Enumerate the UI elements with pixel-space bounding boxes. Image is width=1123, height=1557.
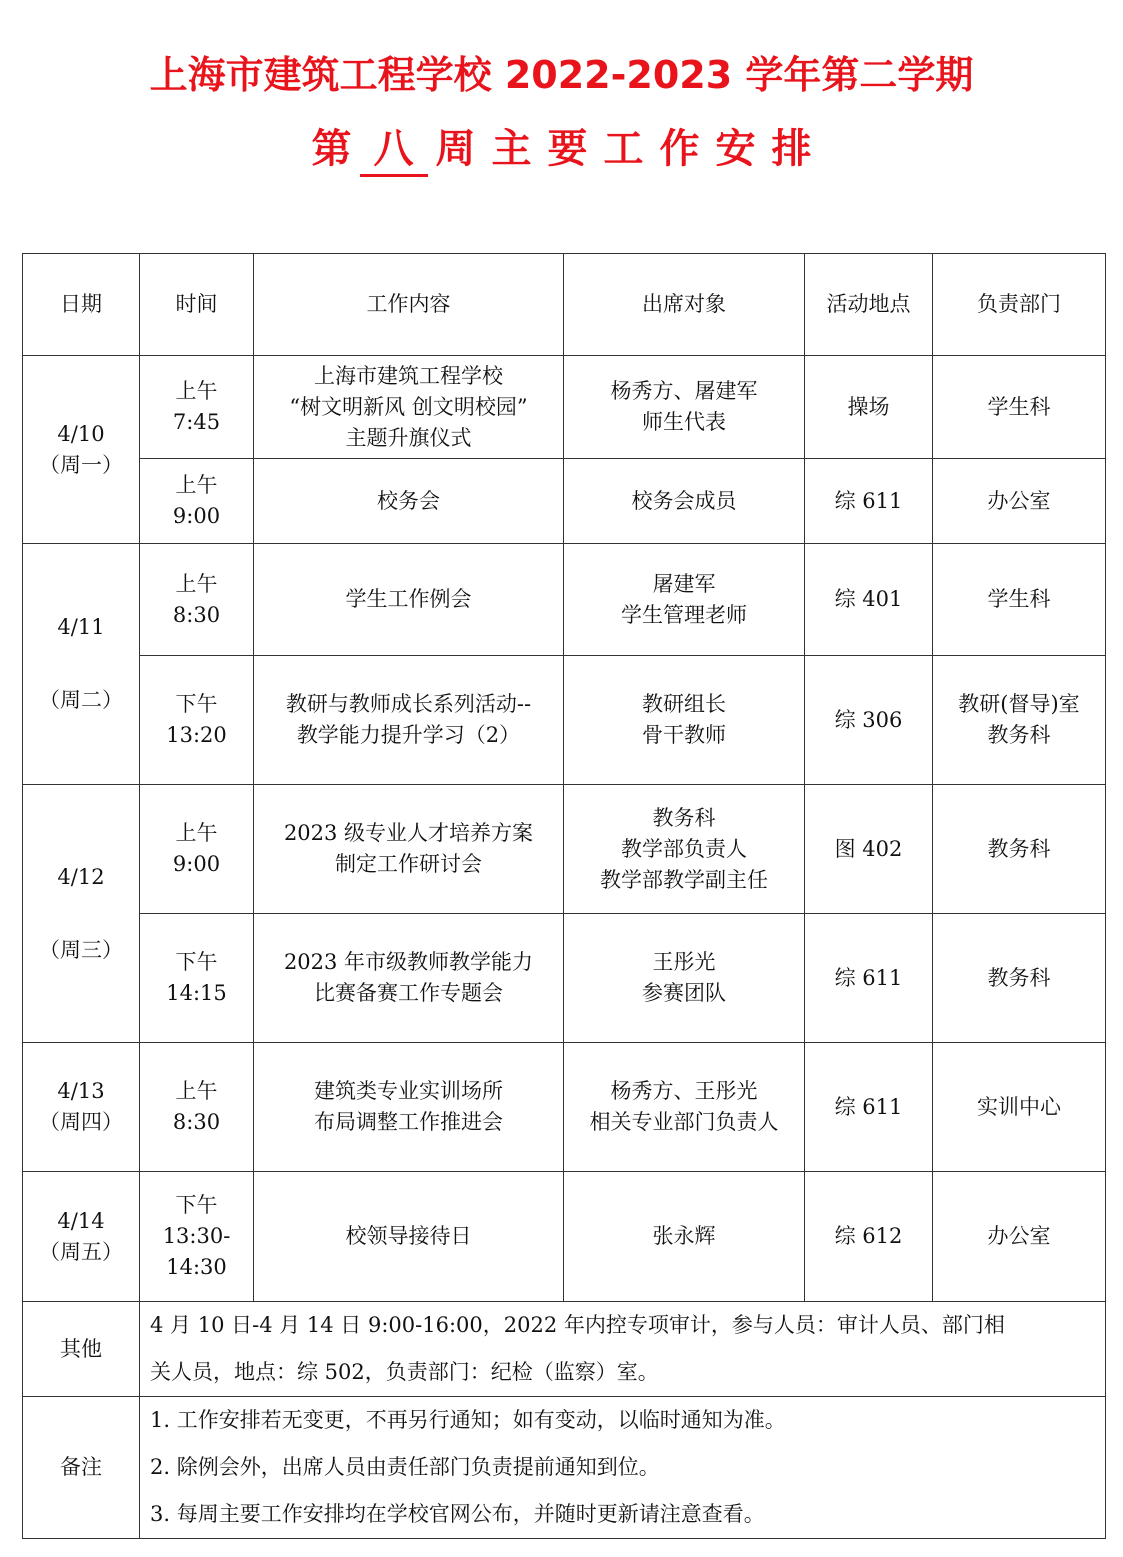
attendees-cell xyxy=(564,544,805,656)
date-value: 4/14 xyxy=(57,1208,105,1233)
time-value: 9:00 xyxy=(172,504,221,528)
table-row xyxy=(23,459,1106,544)
content-cell xyxy=(254,1043,564,1172)
header-date: 日期 xyxy=(23,254,140,356)
page-title: 上海市建筑工程学校 2022-2023 学年第二学期 xyxy=(149,53,974,97)
header-row xyxy=(23,254,1106,356)
location-cell: 综 611 xyxy=(805,914,933,1043)
weekday-value: （周四） xyxy=(39,1110,123,1134)
department-cell xyxy=(933,1043,1106,1172)
table-row xyxy=(23,1043,1106,1172)
content-line: 布局调整工作推进会 xyxy=(314,1110,503,1134)
notes-label: 备注 xyxy=(23,1397,140,1539)
attendees-cell xyxy=(564,914,805,1043)
subtitle-char: 工 xyxy=(603,126,644,172)
attendee-line: 教学部负责人 xyxy=(621,836,747,861)
weekday-value: （周三） xyxy=(39,937,123,962)
weekday-value: （周一） xyxy=(39,452,123,477)
weekday-value: （周五） xyxy=(39,1239,123,1264)
content-cell xyxy=(254,785,564,914)
content-line: 主题升旗仪式 xyxy=(345,425,472,450)
table-row xyxy=(23,656,1106,785)
attendees-cell xyxy=(564,1172,805,1302)
notes-content xyxy=(140,1397,1106,1539)
attendee-line: 教务科 xyxy=(652,805,716,830)
content-line: 教研与教师成长系列活动-- xyxy=(285,692,532,716)
table-row xyxy=(23,544,1106,656)
time-period: 上午 xyxy=(175,821,218,845)
week-number: 八 xyxy=(360,117,428,177)
header-time: 时间 xyxy=(140,254,254,356)
other-content xyxy=(140,1302,1106,1397)
content-line: 2023 级专业人才培养方案 xyxy=(283,821,534,845)
location-cell: 图 402 xyxy=(805,785,933,914)
weekday-value: （周二） xyxy=(39,688,123,712)
time-value: 7:45 xyxy=(172,410,221,434)
department-cell xyxy=(933,656,1106,785)
attendee-line: 学生管理老师 xyxy=(621,602,747,627)
time-value: 13:20 xyxy=(166,723,227,747)
attendee-line: 杨秀方、王彤光 xyxy=(610,1079,758,1103)
time-period: 下午 xyxy=(175,950,218,974)
time-cell xyxy=(140,1043,254,1172)
department-line: 实训中心 xyxy=(977,1094,1061,1119)
department-line: 教务科 xyxy=(987,723,1051,747)
date-cell xyxy=(23,785,140,1043)
time-value: 9:00 xyxy=(172,852,221,876)
department-cell xyxy=(933,459,1106,544)
time-cell xyxy=(140,544,254,656)
content-line: 教学能力提升学习（2） xyxy=(296,723,521,747)
time-period: 上午 xyxy=(175,473,218,497)
content-line: 2023 年市级教师教学能力 xyxy=(283,950,534,974)
note-line: 1. 工作安排若无变更，不再另行通知；如有变动，以临时通知为准。 xyxy=(150,1408,786,1432)
subtitle-char: 安 xyxy=(715,126,756,172)
content-line: 制定工作研讨会 xyxy=(335,852,482,876)
location-cell: 操场 xyxy=(805,356,933,459)
attendees-cell xyxy=(564,785,805,914)
department-line: 教务科 xyxy=(987,965,1051,990)
date-value: 4/12 xyxy=(57,864,105,889)
department-line: 教研(督导)室 xyxy=(958,692,1080,716)
date-value: 4/10 xyxy=(57,421,105,446)
time-value: 8:30 xyxy=(172,602,221,627)
department-line: 办公室 xyxy=(987,1224,1051,1248)
date-cell xyxy=(23,356,140,544)
time-period: 下午 xyxy=(175,692,218,716)
page-subtitle xyxy=(0,117,1123,177)
content-line: 比赛备赛工作专题会 xyxy=(314,981,503,1005)
header-department: 负责部门 xyxy=(933,254,1106,356)
department-line: 学生科 xyxy=(987,394,1051,419)
content-line: 校领导接待日 xyxy=(345,1224,472,1248)
time-period: 上午 xyxy=(175,571,218,596)
other-label: 其他 xyxy=(23,1302,140,1397)
time-value: 8:30 xyxy=(172,1110,221,1134)
department-cell xyxy=(933,1172,1106,1302)
time-value: 14:15 xyxy=(166,981,227,1005)
other-line: 关人员，地点：综 502，负责部门：纪检（监察）室。 xyxy=(150,1360,659,1384)
time-cell xyxy=(140,1172,254,1302)
time-cell xyxy=(140,656,254,785)
attendees-cell xyxy=(564,1043,805,1172)
note-line: 2. 除例会外，出席人员由责任部门负责提前通知到位。 xyxy=(150,1455,660,1479)
time-period: 上午 xyxy=(175,1079,218,1103)
department-line: 教务科 xyxy=(987,836,1051,861)
attendee-line: 屠建军 xyxy=(652,571,716,596)
header-content: 工作内容 xyxy=(254,254,564,356)
table-row xyxy=(23,356,1106,459)
time-cell xyxy=(140,914,254,1043)
date-value: 4/11 xyxy=(57,615,105,639)
subtitle-char: 作 xyxy=(659,126,700,172)
attendee-line: 教研组长 xyxy=(642,692,726,716)
notes-row xyxy=(23,1397,1106,1539)
attendees-cell xyxy=(564,356,805,459)
content-cell xyxy=(254,1172,564,1302)
other-row xyxy=(23,1302,1106,1397)
time-period: 上午 xyxy=(175,379,218,403)
department-line: 学生科 xyxy=(987,587,1051,611)
attendee-line: 王彤光 xyxy=(652,950,716,974)
subtitle-char: 周 xyxy=(435,126,476,172)
content-line: 上海市建筑工程学校 xyxy=(314,363,503,388)
location-cell: 综 611 xyxy=(805,1043,933,1172)
table-row xyxy=(23,785,1106,914)
schedule-table xyxy=(22,253,1106,1539)
subtitle-char: 主 xyxy=(491,126,532,172)
content-line: 校务会 xyxy=(377,488,440,513)
attendee-line: 杨秀方、屠建军 xyxy=(610,379,758,403)
date-cell xyxy=(23,544,140,785)
attendee-line: 相关专业部门负责人 xyxy=(589,1110,779,1134)
subtitle-char: 要 xyxy=(547,126,588,172)
department-line: 办公室 xyxy=(987,488,1051,513)
subtitle-prefix: 第 xyxy=(311,126,352,172)
date-cell xyxy=(23,1172,140,1302)
time-value: 13:30- xyxy=(162,1224,231,1248)
time-cell xyxy=(140,356,254,459)
attendee-line: 骨干教师 xyxy=(642,723,726,747)
header-location: 活动地点 xyxy=(805,254,933,356)
attendees-cell xyxy=(564,459,805,544)
date-value: 4/13 xyxy=(57,1079,105,1103)
subtitle-char: 排 xyxy=(771,126,812,172)
attendee-line: 张永辉 xyxy=(652,1224,716,1248)
table-row xyxy=(23,1172,1106,1302)
content-line: “树文明新风 创文明校园” xyxy=(289,394,528,419)
table-row xyxy=(23,914,1106,1043)
time-value: 14:30 xyxy=(166,1255,227,1279)
location-cell: 综 612 xyxy=(805,1172,933,1302)
content-line: 学生工作例会 xyxy=(345,587,472,611)
other-line: 4 月 10 日-4 月 14 日 9:00-16:00，2022 年内控专项审计，参与人员：审计人员、部门相 xyxy=(150,1313,1005,1337)
attendees-cell xyxy=(564,656,805,785)
department-cell xyxy=(933,785,1106,914)
attendee-line: 师生代表 xyxy=(642,410,726,434)
content-cell xyxy=(254,544,564,656)
note-line: 3. 每周主要工作安排均在学校官网公布，并随时更新请注意查看。 xyxy=(150,1502,765,1526)
attendee-line: 校务会成员 xyxy=(631,488,737,513)
location-cell: 综 611 xyxy=(805,459,933,544)
content-cell xyxy=(254,356,564,459)
department-cell xyxy=(933,544,1106,656)
content-line: 建筑类专业实训场所 xyxy=(314,1079,503,1103)
time-period: 下午 xyxy=(175,1193,218,1217)
content-cell xyxy=(254,914,564,1043)
location-cell: 综 306 xyxy=(805,656,933,785)
department-cell xyxy=(933,914,1106,1043)
content-cell xyxy=(254,656,564,785)
date-cell xyxy=(23,1043,140,1172)
time-cell xyxy=(140,459,254,544)
attendee-line: 教学部教学副主任 xyxy=(600,867,768,892)
content-cell xyxy=(254,459,564,544)
department-cell xyxy=(933,356,1106,459)
attendee-line: 参赛团队 xyxy=(642,981,726,1005)
location-cell: 综 401 xyxy=(805,544,933,656)
time-cell xyxy=(140,785,254,914)
header-attendees: 出席对象 xyxy=(564,254,805,356)
